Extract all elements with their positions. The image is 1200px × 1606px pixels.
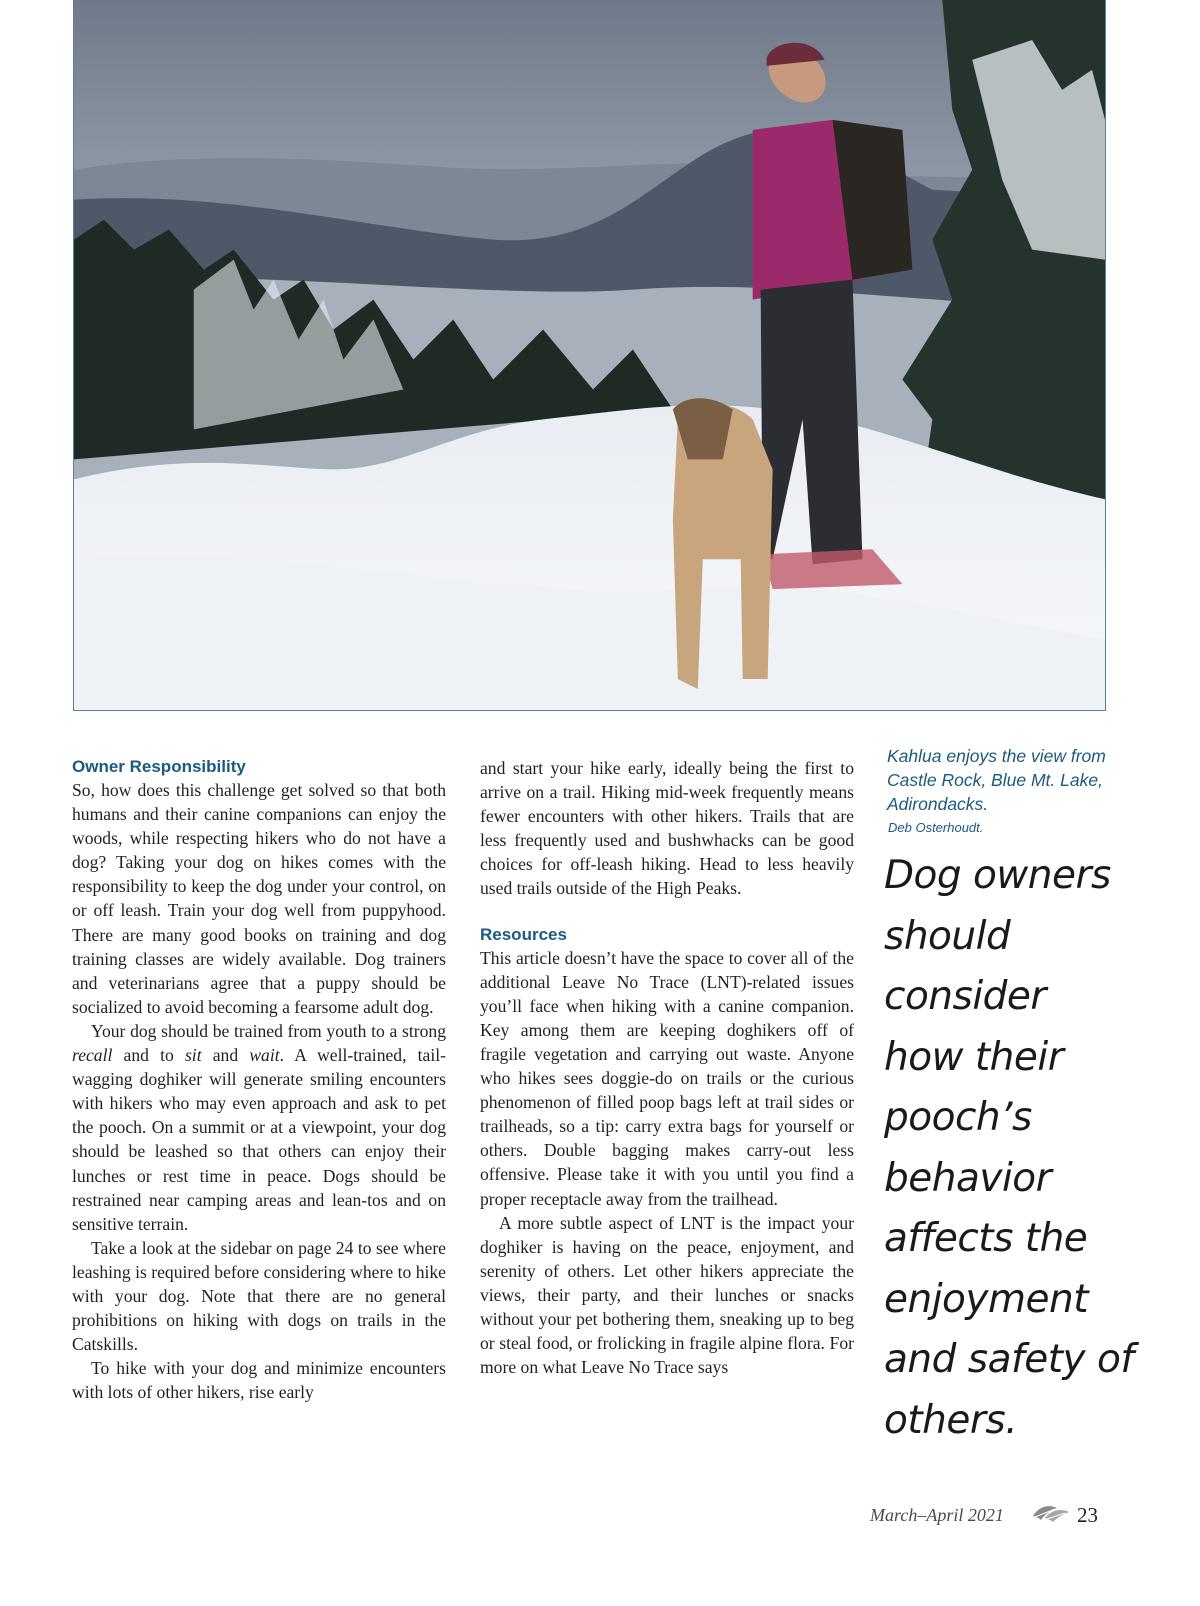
article-column-2 (480, 756, 854, 1379)
paragraph: Your dog should be trained from youth to a strong recall and to sit and wait. A well-trained, tail-wagging doghiker will generate smiling encounters with hikers who may even approach and ask to pet the pooch. On a summit or at a viewpoint, your dog should be leashed so that others can enjoy their lunches or rest time in peace. Dogs should be restrained near camping areas and lean-tos and on sensitive terrain. (72, 1020, 446, 1234)
paragraph: A more subtle aspect of LNT is the impact your doghiker is having on the peace, enjoyment, and serenity of others. Let other hikers appreciate the views, their party, and their lunches or snacks without your pet bothering them, sneaking up to beg or steal food, or frolicking in fragile alpine flora. For more on what Leave No Trace says (480, 1212, 854, 1378)
section-heading-owner-responsibility: Owner Responsibility (72, 757, 246, 776)
article-column-1 (72, 756, 446, 1404)
photo-credit: Deb Osterhoudt. (888, 820, 984, 835)
paragraph: So, how does this challenge get solved so that both humans and their canine companions can enjoy the woods, while respecting hikers who do not have a dog? Taking your dog on hikes comes with the responsibility to keep the dog under your control, on or off leash. Train your dog well from puppyhood. There are many good books on training and dog training classes are widely available. Dog trainers and veterinarians agree that a puppy should be socialized to avoid becoming a fearsome adult dog. (72, 780, 446, 1017)
page-number: 23 (1077, 1503, 1098, 1527)
paragraph: and start your hike early, ideally being the first to arrive on a trail. Hiking mid-week frequently means fewer encounters with other hikers. Trails that are less frequently used and bushwhacks can be good choices for off-leash hiking. Head to less heavily used trails outside of the High Peaks. (480, 758, 854, 899)
leaf-logo-icon (1031, 1502, 1071, 1528)
issue-date: March–April 2021 (870, 1505, 1004, 1525)
paragraph: This article doesn’t have the space to cover all of the additional Leave No Trace (LNT)-related issues you’ll face when hiking with a canine companion. Key among them are keeping doghikers off of fragile vegetation and carrying out waste. Anyone who hikes sees doggie-do on trails or the curious phenomenon of filled poop bags left at trail sides or trailheads, so a tip: carry extra bags for yourself or others. Double bagging makes carry-out less offensive. Please take it with you until you find a proper receptacle away from the trailhead. (480, 947, 854, 1209)
paragraph: Take a look at the sidebar on page 24 to see where leashing is required before considering where to hike with your dog. Note that there are no general prohibitions on hiking with dogs on trails in the Catskills. (72, 1237, 446, 1355)
pull-quote: Dog owners should consider how their pooch’s behavior affects the enjoyment and safety of others. (884, 853, 1134, 1443)
paragraph: To hike with your dog and minimize encounters with lots of other hikers, rise early (72, 1358, 446, 1403)
hero-photo (73, 0, 1106, 711)
section-heading-resources: Resources (480, 924, 567, 944)
photo-icon (74, 0, 1105, 710)
photo-caption: Kahlua enjoys the view from Castle Rock, Blue Mt. Lake, Adirondacks. (887, 746, 1106, 814)
